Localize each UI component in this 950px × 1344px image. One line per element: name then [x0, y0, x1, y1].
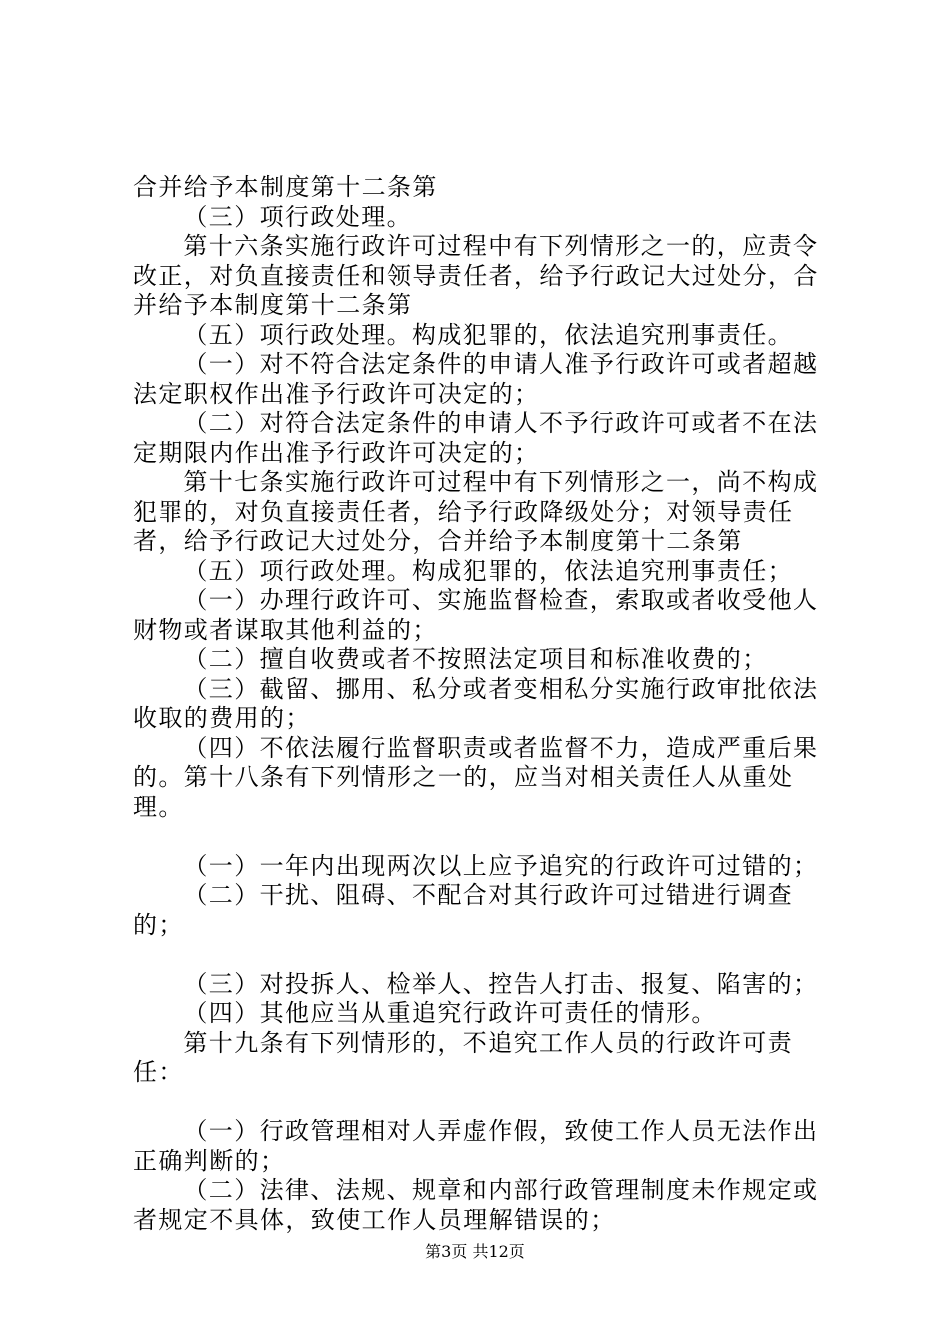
blank-line	[133, 822, 833, 852]
blank-line	[133, 1088, 833, 1118]
paragraph: 第十六条实施行政许可过程中有下列情形之一的，应责令改正，对负直接责任和领导责任者，给予行政记大过处分，合并给予本制度第十二条第	[133, 232, 819, 319]
paragraph: （二）对符合法定条件的申请人不予行政许可或者不在法定期限内作出准予行政许可决定的；	[133, 409, 819, 467]
paragraph: （三）截留、挪用、私分或者变相私分实施行政审批依法收取的费用的；	[133, 674, 819, 732]
paragraph: （二）干扰、阻碍、不配合对其行政许可过错进行调查的；	[133, 881, 793, 939]
blank-line	[133, 940, 833, 970]
document-body	[133, 173, 833, 1235]
paragraph: （一）对不符合法定条件的申请人准予行政许可或者超越法定职权作出准予行政许可决定的；	[133, 350, 819, 408]
paragraph: （二）擅自收费或者不按照法定项目和标准收费的；	[183, 645, 768, 673]
paragraph: （一）行政管理相对人弄虚作假，致使工作人员无法作出正确判断的；	[133, 1117, 819, 1175]
paragraph: （五）项行政处理。构成犯罪的，依法追究刑事责任；	[183, 556, 793, 585]
paragraph: （一）办理行政许可、实施监督检查，索取或者收受他人财物或者谋取其他利益的；	[133, 586, 819, 644]
paragraph: 第十七条实施行政许可过程中有下列情形之一，尚不构成犯罪的，对负直接责任者，给予行政降级处分；对领导责任者，给予行政记大过处分，合并给予本制度第十二条第	[133, 468, 819, 555]
paragraph: 第十九条有下列情形的，不追究工作人员的行政许可责任：	[133, 1028, 793, 1086]
paragraph: （三）对投拆人、检举人、控告人打击、报复、陷害的；	[183, 969, 819, 998]
paragraph: （三）项行政处理。	[183, 202, 412, 231]
paragraph: （二）法律、法规、规章和内部行政管理制度未作规定或者规定不具体，致使工作人员理解错误的；	[133, 1176, 819, 1234]
paragraph: （四）不依法履行监督职责或者监督不力，造成严重后果的。第十八条有下列情形之一的，应当对相关责任人从重处理。	[133, 733, 819, 821]
paragraph: （一）一年内出现两次以上应予追究的行政许可过错的；	[183, 851, 819, 880]
paragraph: 合并给予本制度第十二条第	[133, 173, 438, 201]
paragraph: （四）其他应当从重追究行政许可责任的情形。	[183, 999, 717, 1027]
paragraph: （五）项行政处理。构成犯罪的，依法追究刑事责任。	[183, 320, 793, 349]
page-number-footer: 第3页 共12页	[425, 1242, 525, 1261]
